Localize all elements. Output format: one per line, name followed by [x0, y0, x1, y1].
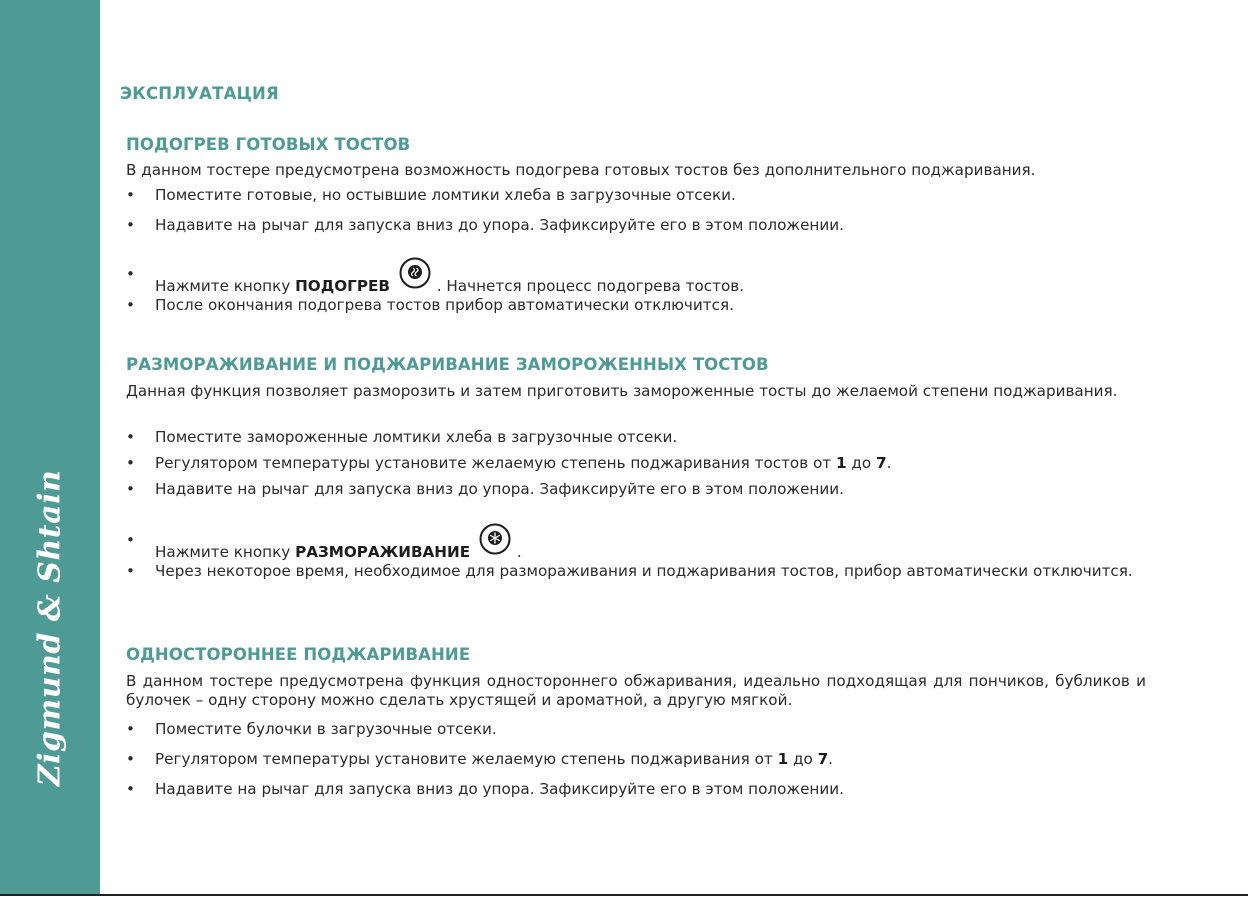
list-item: • Поместите булочки в загрузочные отсеки. [126, 720, 497, 738]
list-item: • Нажмите кнопку РАЗМОРАЖИВАНИЕ . [126, 531, 1146, 563]
defrost-button-label: РАЗМОРАЖИВАНИЕ [295, 543, 471, 561]
snowflake-icon [479, 523, 511, 555]
section-title-defrost: РАЗМОРАЖИВАНИЕ И ПОДЖАРИВАНИЕ ЗАМОРОЖЕННЫХ ТОСТОВ [126, 355, 769, 374]
brand-logo: Zigmund & Shtain [32, 469, 68, 787]
section-title-one-side: ОДНОСТОРОННЕЕ ПОДЖАРИВАНИЕ [126, 645, 471, 664]
list-item: • Надавите на рычаг для запуска вниз до упора. Зафиксируйте его в этом положении. [126, 216, 844, 234]
list-item: • Нажмите кнопку ПОДОГРЕВ . Начнется процесс подогрева тостов. [126, 265, 1146, 297]
list-item: • Через некоторое время, необходимое для размораживания и поджаривания тостов, прибор автоматически отключится. [126, 562, 1133, 580]
list-item: • Поместите замороженные ломтики хлеба в загрузочные отсеки. [126, 428, 678, 446]
section-title-reheat: ПОДОГРЕВ ГОТОВЫХ ТОСТОВ [126, 135, 411, 154]
list-item: • Регулятором температуры установите желаемую степень поджаривания от 1 до 7. [126, 750, 833, 768]
list-item: • Поместите готовые, но остывшие ломтики хлеба в загрузочные отсеки. [126, 186, 736, 204]
list-item: • Надавите на рычаг для запуска вниз до упора. Зафиксируйте его в этом положении. [126, 780, 844, 798]
bottom-rule [0, 894, 1248, 896]
reheat-icon [399, 257, 431, 289]
sidebar-band [0, 0, 100, 895]
section-intro-reheat: В данном тостере предусмотрена возможность подогрева готовых тостов без дополнительного поджаривания. [126, 161, 1036, 179]
list-item: • После окончания подогрева тостов прибор автоматически отключится. [126, 296, 734, 314]
page-title: ЭКСПЛУАТАЦИЯ [120, 84, 279, 103]
reheat-button-label: ПОДОГРЕВ [295, 277, 390, 295]
list-item: • Регулятором температуры установите желаемую степень поджаривания тостов от 1 до 7. [126, 454, 892, 472]
section-intro-one-side: В данном тостере предусмотрена функция одностороннего обжаривания, идеально подходящая для пончиков, бубликов и булочек – одну сторону можно сделать хрустящей и ароматной, а другую мягкой. [126, 672, 1146, 709]
list-item: • Надавите на рычаг для запуска вниз до упора. Зафиксируйте его в этом положении. [126, 480, 844, 498]
section-intro-defrost: Данная функция позволяет разморозить и затем приготовить замороженные тосты до желаемой степени поджаривания. [126, 382, 1118, 400]
